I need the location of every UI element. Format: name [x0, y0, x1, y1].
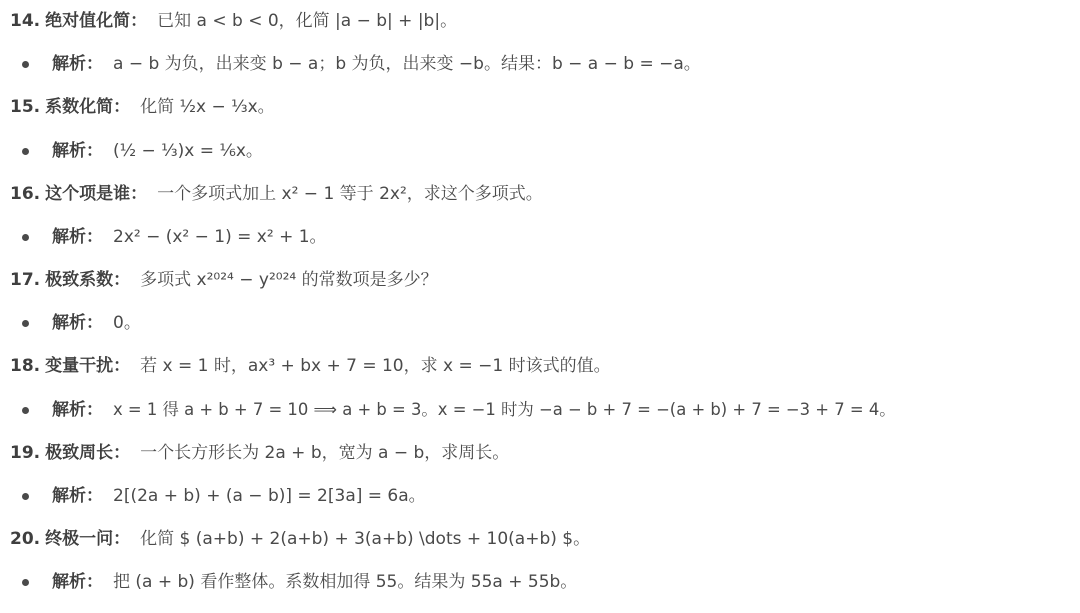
- answer-18: [22, 396, 896, 424]
- question-18: [10, 352, 611, 380]
- question-15: [10, 93, 275, 121]
- bullet-icon: [22, 579, 29, 586]
- question-number: 20.: [10, 529, 41, 549]
- answer-label: 解析：: [52, 400, 103, 420]
- bullet-icon: [22, 148, 29, 155]
- question-number: 18.: [10, 356, 41, 376]
- answer-text: 2[(2a + b) + (a − b)] = 2[3a] = 6a。: [113, 486, 426, 506]
- question-number: 16.: [10, 184, 41, 204]
- answer-label: 解析：: [52, 313, 103, 333]
- bullet-icon: [22, 407, 29, 414]
- question-19: [10, 439, 509, 467]
- question-prompt: 一个多项式加上 x² − 1 等于 2x²，求这个多项式。: [157, 184, 543, 204]
- answer-19: [22, 482, 426, 510]
- answer-label: 解析：: [52, 141, 103, 161]
- question-title: 极致系数：: [45, 270, 131, 290]
- answer-17: [22, 309, 141, 337]
- question-title: 系数化简：: [45, 97, 131, 117]
- question-20: [10, 525, 590, 553]
- question-title: 终极一问：: [45, 529, 131, 549]
- answer-text: a − b 为负，出来变 b − a；b 为负，出来变 −b。结果：b − a − b = −a。: [113, 54, 701, 74]
- question-number: 15.: [10, 97, 41, 117]
- answer-label: 解析：: [52, 227, 103, 247]
- answer-20: [22, 568, 577, 596]
- answer-label: 解析：: [52, 54, 103, 74]
- question-title: 这个项是谁：: [45, 184, 148, 204]
- answer-label: 解析：: [52, 486, 103, 506]
- answer-text: 2x² − (x² − 1) = x² + 1。: [113, 227, 327, 247]
- question-16: [10, 180, 543, 208]
- question-prompt: 一个长方形长为 2a + b，宽为 a − b，求周长。: [140, 443, 510, 463]
- bullet-icon: [22, 493, 29, 500]
- answer-text: 0。: [113, 313, 141, 333]
- question-17: [10, 266, 438, 294]
- question-number: 19.: [10, 443, 41, 463]
- bullet-icon: [22, 61, 29, 68]
- question-prompt: 化简 ½x − ⅓x。: [140, 97, 275, 117]
- answer-text: x = 1 得 a + b + 7 = 10 ⟹ a + b = 3。x = −1 时为 −a − b + 7 = −(a + b) + 7 = −3 + 7 = 4。: [113, 400, 896, 419]
- question-title: 极致周长：: [45, 443, 131, 463]
- answer-15: [22, 137, 263, 165]
- question-title: 绝对值化简：: [45, 11, 148, 31]
- question-prompt: 若 x = 1 时，ax³ + bx + 7 = 10，求 x = −1 时该式的值。: [140, 356, 611, 376]
- question-14: [10, 7, 457, 35]
- question-number: 14.: [10, 11, 41, 31]
- answer-text: (½ − ⅓)x = ⅙x。: [113, 141, 263, 161]
- bullet-icon: [22, 320, 29, 327]
- answer-text: 把 (a + b) 看作整体。系数相加得 55。结果为 55a + 55b。: [113, 572, 578, 592]
- question-number: 17.: [10, 270, 41, 290]
- answer-16: [22, 223, 327, 251]
- bullet-icon: [22, 234, 29, 241]
- question-prompt: 已知 a < b < 0，化简 |a − b| + |b|。: [157, 11, 458, 31]
- question-title: 变量干扰：: [45, 356, 131, 376]
- answer-14: [22, 50, 701, 78]
- question-prompt: 多项式 x²⁰²⁴ − y²⁰²⁴ 的常数项是多少？: [140, 270, 438, 290]
- answer-label: 解析：: [52, 572, 103, 592]
- question-prompt: 化简 $ (a+b) + 2(a+b) + 3(a+b) \dots + 10(a+b) $。: [140, 529, 591, 549]
